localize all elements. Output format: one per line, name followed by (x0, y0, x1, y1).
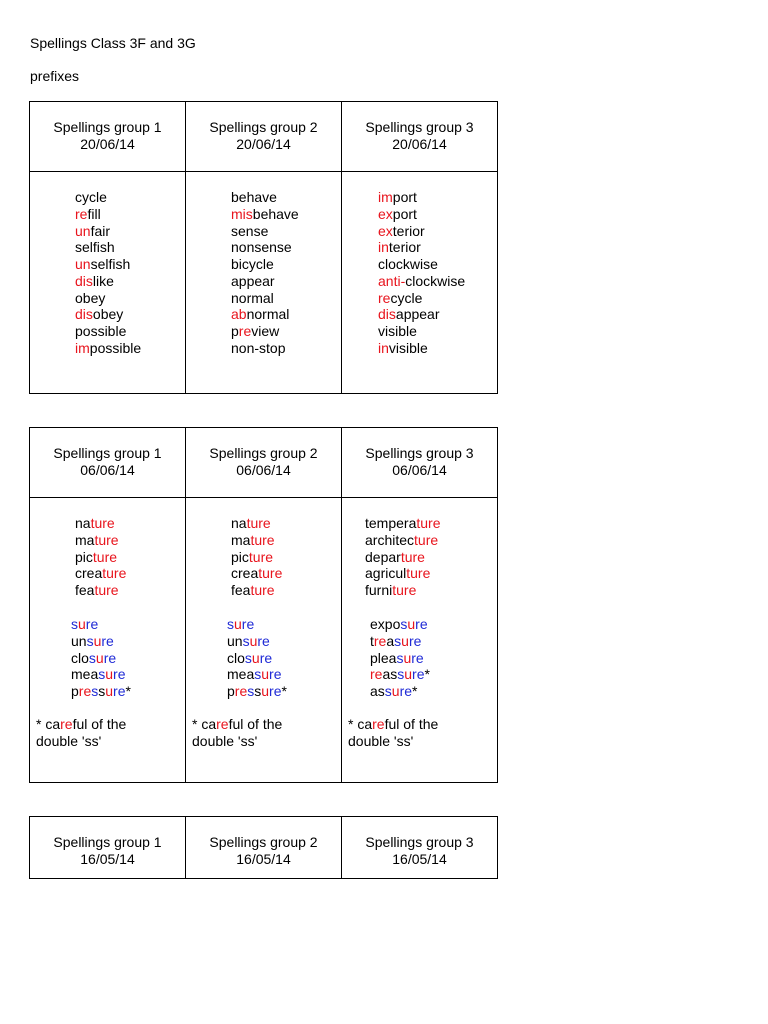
spelling-word (227, 633, 287, 650)
highlight-red: im (378, 189, 393, 205)
spelling-word (365, 582, 440, 599)
spelling-word (75, 290, 141, 307)
spelling-word (378, 189, 465, 206)
highlight-red: u (105, 666, 114, 683)
word-part: behave (252, 205, 299, 222)
word-part: * ca (348, 716, 373, 732)
spelling-word (75, 306, 141, 323)
word-part: appear (395, 306, 440, 323)
spelling-word (365, 565, 440, 582)
highlight-blue: s (400, 616, 408, 632)
word-list (75, 189, 141, 357)
header-label: Spellings group 1 (53, 119, 162, 135)
spelling-word (71, 633, 131, 650)
word-part: terior (392, 222, 425, 239)
highlight-blue: re (259, 649, 273, 666)
highlight-blue: s (88, 649, 96, 666)
highlight-blue: s (247, 683, 255, 699)
spelling-word (75, 323, 141, 340)
spelling-word (365, 515, 440, 532)
word-part: t (370, 632, 374, 649)
spelling-word (370, 616, 430, 633)
highlight-red: re (234, 683, 248, 699)
spellings-table-1 (29, 101, 498, 394)
word-part: p (227, 683, 235, 699)
word-part: clo (71, 649, 89, 666)
word-part: bicycle (231, 256, 274, 272)
header-label: Spellings group 1 (53, 834, 162, 850)
highlight-red: ture (248, 548, 274, 565)
highlight-red: mis (231, 205, 253, 222)
header-label: Spellings group 2 (209, 445, 318, 461)
highlight-blue: s (396, 649, 404, 666)
word-part: as (382, 666, 398, 683)
word-part: tempera (365, 515, 417, 531)
word-part: * (281, 683, 287, 699)
highlight-blue: re (113, 683, 126, 699)
highlight-red: re (370, 666, 383, 683)
highlight-red: ture (246, 515, 271, 531)
highlight-red: un (75, 256, 91, 272)
spelling-word (231, 223, 299, 240)
word-list (231, 189, 299, 357)
highlight-red: re (372, 716, 385, 732)
word-part: fea (231, 582, 251, 598)
header-label: Spellings group 3 (365, 834, 474, 850)
word-part: architec (365, 531, 415, 548)
note-line-1 (192, 716, 282, 732)
highlight-blue: s (86, 632, 94, 649)
header-cell-group-1 (30, 428, 186, 498)
word-part: expo (370, 616, 401, 632)
spelling-word (378, 290, 465, 307)
spelling-note (348, 716, 438, 750)
word-part: depar (365, 548, 401, 565)
spelling-note (36, 716, 126, 750)
spelling-note (192, 716, 282, 750)
header-date: 20/06/14 (392, 136, 447, 152)
word-part: visible (378, 323, 417, 339)
spelling-word (71, 666, 131, 683)
spelling-word (378, 206, 465, 223)
highlight-red: dis (75, 306, 93, 323)
spelling-word (227, 666, 287, 683)
highlight-blue: re (269, 666, 282, 683)
highlight-blue: s (91, 683, 99, 699)
spelling-word (378, 273, 465, 290)
ture-word-list (75, 515, 126, 599)
table-header-row (30, 817, 498, 879)
highlight-blue: re (103, 649, 117, 666)
highlight-blue: s (384, 683, 392, 699)
header-cell-group-2 (186, 817, 342, 879)
word-part: * (125, 683, 131, 699)
header-cell-group-2 (186, 428, 342, 498)
highlight-blue: s (98, 666, 106, 683)
spelling-word (365, 532, 440, 549)
note-line-2: double 'ss' (348, 733, 414, 749)
word-part: p (231, 323, 239, 339)
header-date: 20/06/14 (80, 136, 135, 152)
word-part: un (71, 632, 87, 649)
highlight-red: un (75, 222, 91, 239)
spelling-word (71, 683, 131, 700)
word-part: s (254, 683, 262, 699)
highlight-red: u (391, 683, 400, 699)
highlight-red: in (378, 239, 389, 256)
word-part: furni (365, 582, 393, 598)
spelling-word (231, 206, 299, 223)
ture-word-list (365, 515, 440, 599)
highlight-blue: re (408, 632, 422, 649)
highlight-red: ex (378, 222, 393, 239)
header-cell-group-3 (342, 102, 498, 172)
highlight-red: ture (92, 548, 118, 565)
ture-word-list (231, 515, 282, 599)
header-date: 16/05/14 (80, 851, 135, 867)
spelling-word (75, 256, 141, 273)
highlight-red: ture (102, 565, 127, 582)
word-part: * (412, 683, 418, 699)
word-part: behave (231, 189, 277, 205)
word-part: sense (231, 222, 269, 239)
highlight-blue: s (227, 616, 234, 632)
word-part: terior (388, 239, 421, 256)
highlight-red: u (105, 683, 114, 699)
word-part: ful of the (384, 716, 439, 732)
highlight-blue: re (411, 649, 424, 666)
spellings-table-2 (29, 427, 498, 783)
highlight-red: ture (392, 582, 417, 598)
header-label: Spellings group 3 (365, 445, 474, 461)
word-part: ful of the (228, 716, 283, 732)
word-part: fea (75, 582, 95, 598)
word-part: crea (231, 565, 259, 582)
note-line-1 (348, 716, 438, 732)
highlight-red: ture (94, 582, 119, 598)
spelling-word (227, 650, 287, 667)
spelling-word (370, 666, 430, 683)
highlight-red: ture (416, 515, 441, 531)
highlight-red: ture (400, 548, 425, 565)
sure-word-list (227, 616, 287, 700)
word-part: port (392, 205, 417, 222)
header-cell-group-1 (30, 102, 186, 172)
header-label: Spellings group 2 (209, 119, 318, 135)
highlight-red: anti- (378, 272, 406, 289)
spelling-word (231, 340, 299, 357)
spelling-word (231, 532, 282, 549)
header-label: Spellings group 1 (53, 445, 162, 461)
word-part: * ca (36, 716, 61, 732)
highlight-red: ture (250, 582, 275, 598)
spelling-word (231, 273, 299, 290)
word-part: selfish (90, 256, 131, 272)
word-part: view (251, 323, 280, 339)
highlight-blue: s (397, 666, 405, 683)
word-part: a (386, 632, 395, 649)
highlight-red: re (60, 716, 73, 732)
word-part: pic (231, 548, 249, 565)
word-part: possible (89, 339, 142, 356)
word-part: mea (71, 666, 99, 683)
highlight-red: u (401, 632, 409, 649)
highlight-red: ture (406, 565, 431, 582)
header-date: 06/06/14 (392, 462, 447, 478)
word-part: obey (75, 289, 106, 306)
section-subtitle: prefixes (30, 68, 80, 84)
header-cell-group-3 (342, 428, 498, 498)
spelling-word (75, 223, 141, 240)
word-cell-group-3 (342, 172, 498, 394)
highlight-red: u (78, 616, 86, 632)
spelling-word (231, 189, 299, 206)
spelling-word (231, 306, 299, 323)
word-part: fair (90, 222, 111, 239)
highlight-blue: s (254, 666, 262, 683)
word-part: visible (388, 339, 428, 356)
word-part: na (231, 515, 247, 531)
word-cell-group-2 (186, 172, 342, 394)
header-cell-group-1 (30, 817, 186, 879)
spelling-word (75, 565, 126, 582)
spelling-word (227, 683, 287, 700)
highlight-red: ture (258, 565, 283, 582)
sure-word-list (370, 616, 430, 700)
spelling-word (231, 323, 299, 340)
highlight-blue: s (244, 649, 252, 666)
word-part: ma (75, 531, 95, 548)
word-part: p (71, 683, 79, 699)
highlight-red: re (238, 323, 252, 339)
highlight-red: dis (378, 306, 396, 323)
spelling-word (370, 683, 430, 700)
spelling-word (378, 239, 465, 256)
spelling-word (231, 582, 282, 599)
spelling-word (370, 650, 430, 667)
spelling-word (378, 323, 465, 340)
spelling-word (231, 256, 299, 273)
word-list (378, 189, 465, 357)
spelling-word (75, 532, 126, 549)
word-part: like (92, 272, 114, 289)
word-part: obey (92, 306, 124, 323)
header-date: 16/05/14 (392, 851, 447, 867)
spelling-word (231, 515, 282, 532)
word-part: normal (246, 306, 290, 323)
highlight-red: u (261, 683, 270, 699)
spelling-word (75, 582, 126, 599)
highlight-red: u (234, 616, 242, 632)
highlight-red: re (378, 289, 391, 306)
highlight-blue: s (71, 616, 78, 632)
highlight-red: u (404, 666, 413, 683)
highlight-blue: re (269, 683, 282, 699)
spelling-word (75, 273, 141, 290)
highlight-red: u (261, 666, 270, 683)
spelling-word (75, 206, 141, 223)
highlight-blue: s (242, 632, 250, 649)
word-part: nonsense (231, 239, 292, 256)
header-cell-group-3 (342, 817, 498, 879)
highlight-red: re (75, 205, 88, 222)
spelling-word (378, 256, 465, 273)
spelling-word (231, 239, 299, 256)
word-part: possible (75, 323, 127, 339)
highlight-red: re (78, 683, 92, 699)
highlight-blue: re (399, 683, 413, 699)
header-label: Spellings group 2 (209, 834, 318, 850)
header-label: Spellings group 3 (365, 119, 474, 135)
table-body-row (30, 498, 498, 783)
spelling-word (378, 223, 465, 240)
word-part: appear (231, 272, 275, 289)
word-part: un (227, 632, 243, 649)
spelling-word (370, 633, 430, 650)
highlight-red: dis (75, 272, 93, 289)
word-part: normal (231, 289, 274, 306)
spelling-word (378, 340, 465, 357)
word-part: cycle (390, 289, 423, 306)
highlight-red: u (93, 632, 102, 649)
highlight-blue: re (257, 632, 270, 649)
table-body-row (30, 172, 498, 394)
highlight-blue: s (394, 632, 402, 649)
word-part: agricul (365, 565, 407, 582)
word-part: selfish (75, 239, 115, 256)
word-cell-group-3 (342, 498, 498, 783)
highlight-red: ture (414, 531, 439, 548)
word-part: ma (231, 531, 251, 548)
highlight-red: u (403, 649, 412, 666)
word-part: cycle (75, 189, 107, 205)
word-part: as (370, 683, 385, 699)
word-part: * ca (192, 716, 217, 732)
spelling-word (75, 340, 141, 357)
word-part: clockwise (378, 256, 438, 272)
highlight-red: u (95, 649, 104, 666)
word-part: mea (227, 666, 255, 683)
highlight-red: im (75, 339, 90, 356)
highlight-blue: re (85, 616, 99, 632)
spelling-word (231, 565, 282, 582)
word-part: pic (75, 548, 93, 565)
spelling-word (75, 549, 126, 566)
spelling-word (365, 549, 440, 566)
note-line-2: double 'ss' (192, 733, 258, 749)
highlight-red: ex (378, 205, 393, 222)
table-header-row (30, 428, 498, 498)
header-date: 06/06/14 (236, 462, 291, 478)
spelling-word (75, 239, 141, 256)
word-part: plea (370, 649, 397, 666)
word-cell-group-2 (186, 498, 342, 783)
header-date: 06/06/14 (80, 462, 135, 478)
highlight-blue: re (241, 616, 255, 632)
spelling-word (231, 290, 299, 307)
spelling-word (71, 650, 131, 667)
highlight-red: re (373, 632, 387, 649)
highlight-red: ture (94, 531, 119, 548)
word-part: crea (75, 565, 103, 582)
header-cell-group-2 (186, 102, 342, 172)
highlight-blue: re (101, 632, 114, 649)
word-cell-group-1 (30, 498, 186, 783)
word-part: ful of the (72, 716, 127, 732)
word-part: s (98, 683, 106, 699)
word-part: non-stop (231, 339, 286, 356)
highlight-blue: re (415, 616, 428, 632)
spelling-word (231, 549, 282, 566)
highlight-red: ab (231, 306, 247, 323)
note-line-2: double 'ss' (36, 733, 102, 749)
word-part: * (424, 666, 430, 683)
highlight-blue: re (113, 666, 126, 683)
document-title: Spellings Class 3F and 3G (30, 35, 196, 51)
highlight-red: ture (250, 531, 275, 548)
spelling-word (75, 515, 126, 532)
spelling-word (227, 616, 287, 633)
highlight-red: u (251, 649, 260, 666)
spelling-word (75, 189, 141, 206)
word-part: clockwise (405, 272, 466, 289)
highlight-red: in (378, 339, 389, 356)
word-part: fill (87, 205, 101, 222)
word-part: port (392, 189, 417, 205)
header-date: 20/06/14 (236, 136, 291, 152)
highlight-red: ture (90, 515, 115, 531)
word-part: na (75, 515, 91, 531)
header-date: 16/05/14 (236, 851, 291, 867)
table-header-row (30, 102, 498, 172)
highlight-red: u (407, 616, 416, 632)
highlight-red: re (216, 716, 229, 732)
word-part: clo (227, 649, 245, 666)
note-line-1 (36, 716, 126, 732)
highlight-blue: re (412, 666, 425, 683)
spelling-word (378, 306, 465, 323)
sure-word-list (71, 616, 131, 700)
spellings-table-3 (29, 816, 498, 879)
spelling-word (71, 616, 131, 633)
highlight-red: u (249, 632, 258, 649)
word-cell-group-1 (30, 172, 186, 394)
